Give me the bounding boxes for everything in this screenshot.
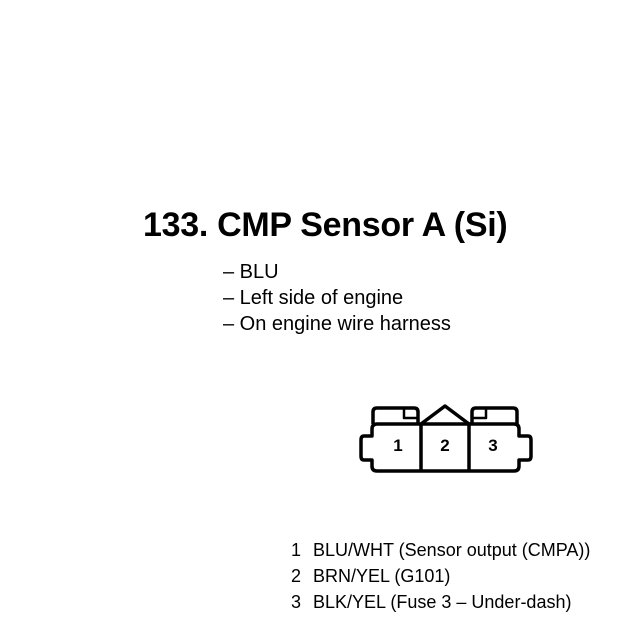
pin-number: 2 <box>291 566 302 586</box>
terminal-2-label: 2 <box>440 436 450 455</box>
terminal-3-label: 3 <box>488 436 498 455</box>
pin-description: BRN/YEL (G101) <box>313 566 451 586</box>
pin-number: 3 <box>291 592 302 612</box>
component-title: 133. CMP Sensor A (Si) <box>143 206 508 244</box>
pin-row-3 <box>291 589 590 615</box>
pin-row-2 <box>291 563 590 589</box>
connector-right-latch <box>472 408 517 424</box>
pin-list <box>291 537 590 615</box>
pin-number: 1 <box>291 540 302 560</box>
pin-description: BLK/YEL (Fuse 3 – Under-dash) <box>313 592 572 612</box>
note-color: – BLU <box>223 261 279 283</box>
pin-row-1 <box>291 537 590 563</box>
note-harness: – On engine wire harness <box>223 313 451 335</box>
note-location: – Left side of engine <box>223 287 404 309</box>
connector-left-latch <box>373 408 418 424</box>
pin-description: BLU/WHT (Sensor output (CMPA)) <box>313 540 591 560</box>
terminal-1-label: 1 <box>393 436 403 455</box>
connector-key <box>421 406 469 424</box>
